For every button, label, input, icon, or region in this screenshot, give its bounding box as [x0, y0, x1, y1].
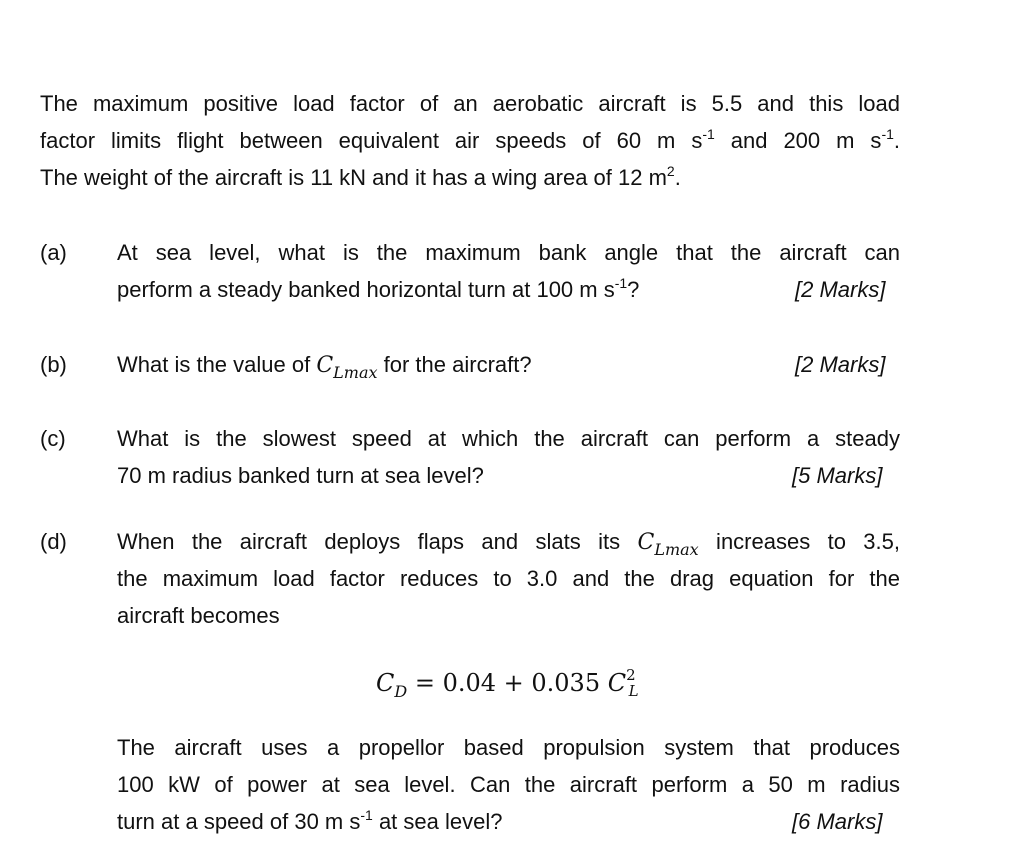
- question-d-label: (d): [40, 529, 67, 554]
- intro-line-3-sup: 2: [666, 163, 675, 179]
- question-a-line-1: At sea level, what is the maximum bank angle that the aircraft can: [117, 240, 900, 265]
- intro-line-3: [40, 163, 681, 193]
- equation-rhs-sub: L: [628, 682, 639, 700]
- intro-line-2: [40, 126, 900, 156]
- intro-line-2-b: and 200 m s: [714, 128, 882, 153]
- intro-line-2-a: factor limits flight between equivalent air speeds of 60 m s: [40, 128, 703, 153]
- question-c-marks: [5 Marks]: [792, 463, 883, 488]
- intro-line-2-c: .: [893, 128, 901, 153]
- question-d-para2-line-3-b: at sea level?: [372, 809, 503, 834]
- intro-line-2-sup-2: -1: [881, 126, 894, 142]
- equation-rhs-symbol: C: [607, 669, 627, 697]
- equation-rhs: = 0.04 + 0.035: [407, 669, 608, 697]
- question-c-label: (c): [40, 426, 66, 451]
- equation-rhs-sup: 2: [626, 666, 636, 684]
- question-b-text-a: What is the value of: [117, 352, 317, 377]
- equation-lhs-sub: D: [394, 682, 408, 701]
- clmax-subscript: Lmax: [333, 363, 378, 382]
- question-b-marks: [2 Marks]: [795, 352, 886, 377]
- question-d-line-3: aircraft becomes: [117, 603, 280, 628]
- question-a-line-2: [117, 275, 639, 305]
- question-d-line-1-a: When the aircraft deploys flaps and slats its: [117, 529, 638, 554]
- question-d-line-1-b: increases to 3.5,: [698, 529, 900, 554]
- question-d-para2-line-2: 100 kW of power at sea level. Can the aircraft perform a 50 m radius: [117, 772, 900, 797]
- question-b-text: [117, 350, 532, 381]
- drag-equation: [376, 666, 639, 700]
- question-a-label: (a): [40, 240, 67, 265]
- intro-line-1: The maximum positive load factor of an aerobatic aircraft is 5.5 and this load: [40, 91, 900, 116]
- question-d-para2-line-3: [117, 807, 502, 837]
- question-d-para2-line-3-sup: -1: [360, 807, 373, 823]
- question-a-line-2-sup: -1: [614, 275, 628, 291]
- question-b-label: (b): [40, 352, 67, 377]
- question-d-marks: [6 Marks]: [792, 809, 883, 834]
- question-c-line-2: 70 m radius banked turn at sea level?: [117, 463, 484, 488]
- question-b-text-b: for the aircraft?: [377, 352, 532, 377]
- question-a-marks: [2 Marks]: [795, 277, 886, 302]
- question-c-line-1: What is the slowest speed at which the aircraft can perform a steady: [117, 426, 900, 451]
- intro-line-3-b: .: [674, 165, 681, 190]
- equation-lhs: C: [376, 669, 395, 697]
- question-d-line-2: the maximum load factor reduces to 3.0 and the drag equation for the: [117, 566, 900, 591]
- clmax-subscript: Lmax: [654, 540, 699, 559]
- question-a-line-2-b: ?: [627, 277, 640, 302]
- question-d-line-1: [117, 527, 900, 558]
- clmax-symbol: C: [637, 530, 655, 555]
- question-d-para2-line-1: The aircraft uses a propellor based propulsion system that produces: [117, 735, 900, 760]
- intro-line-2-sup-1: -1: [702, 126, 715, 142]
- question-a-line-2-a: perform a steady banked horizontal turn at 100 m s: [117, 277, 615, 302]
- clmax-symbol: C: [316, 353, 334, 378]
- question-d-para2-line-3-a: turn at a speed of 30 m s: [117, 809, 361, 834]
- intro-line-3-a: The weight of the aircraft is 11 kN and it has a wing area of 12 m: [40, 165, 667, 190]
